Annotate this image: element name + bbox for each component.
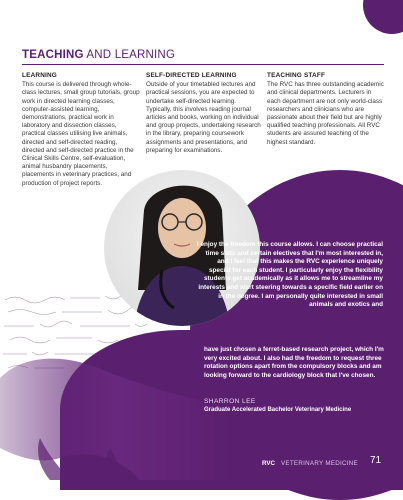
column-body: The RVC has three outstanding academic and clinical departments. Lecturers in each department are not only world-class researchers and clinicians who are passionate about their field but are highly qualified teaching professionals. All RVC students are assured teaching of the highest standard. (267, 81, 384, 146)
ferret-silhouette (0, 318, 230, 480)
page-corner-tab (363, 0, 403, 34)
quote-attribution-name: SHARRON LEE (204, 398, 256, 405)
student-quote-lower: have just chosen a ferret-based research project, which I'm very excited about. I also had the freedom to request three rotation options apart from the compulsory blocks and am looking forward to the cardiology block that I've chosen. (204, 346, 384, 379)
footer-brand: RVC (262, 460, 275, 467)
column-learning (22, 72, 140, 188)
column-body: Outside of your timetabled lectures and practical sessions, you are expected to undertake self-directed learning. Typically, this involves reading journal articles and books, working on individual and group projects, undertaking research in the library, preparing coursework assignments and presentations, and preparing for examinations. (146, 81, 261, 154)
section-heading-rest: AND LEARNING (83, 49, 176, 61)
section-heading-bold: TEACHING (22, 49, 84, 61)
column-heading: SELF-DIRECTED LEARNING (146, 72, 237, 79)
column-body: This course is delivered through whole-class lectures, small group tutorials, group work in directed learning classes, computer-assisted learning, demonstrations, practical work in laboratory and dissection classes, practical classes utilising live animals, directed and self-directed reading, directed and self-directed practice in the Clinical Skills Centre, self-evaluation, animal husbandry placements, placements in veterinary practices, and production of project reports. (22, 81, 140, 187)
page-number: 71 (370, 455, 382, 466)
section-heading (22, 49, 175, 61)
heading-rule (22, 64, 384, 65)
quote-attribution-role: Graduate Accelerated Bachelor Veterinary Medicine (204, 407, 352, 413)
column-self-directed-learning (146, 72, 262, 155)
column-heading: TEACHING STAFF (267, 72, 326, 79)
column-heading: LEARNING (22, 72, 57, 79)
column-teaching-staff (267, 72, 385, 147)
student-quote-upper: I enjoy the freedom this course allows. I can choose practical time slots and certain electives that I'm most interested in, and I feel that this makes the RVC experience uniquely special for each student. I particularly enjoy the flexibility students get academically as it allows me to streamline my interests and start steering towards a specific field earlier on in the degree. I am personally quite interested in small animals and exotics and (196, 241, 383, 309)
footer-section-title: VETERINARY MEDICINE (281, 460, 358, 467)
